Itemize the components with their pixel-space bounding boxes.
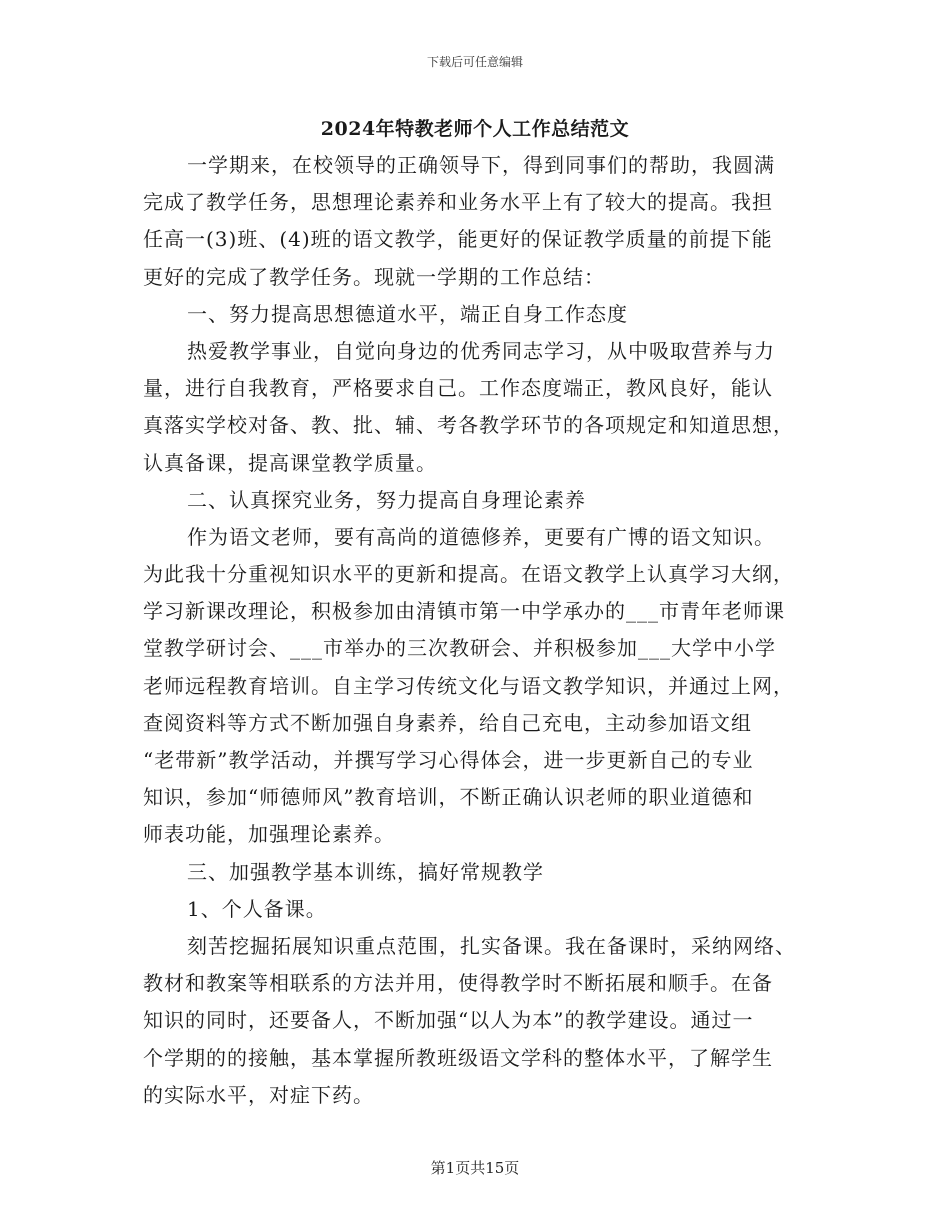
paragraph-line: 一学期来，在校领导的正确领导下，得到同事们的帮助，我圆满 <box>187 153 775 177</box>
paragraph-line: 个学期的的接触，基本掌握所教班级语文学科的整体水平，了解学生 <box>143 1045 773 1070</box>
section-heading: 一、努力提高思想德道水平，端正自身工作态度 <box>187 301 628 326</box>
paragraph-line: 知识，参加“师德师风”教育培训，不断正确认识老师的职业道德和 <box>143 785 754 810</box>
paragraph-line: 真落实学校对备、教、批、辅、考各教学环节的各项规定和知道思想， <box>143 413 794 438</box>
paragraph-line: 教材和教案等相联系的方法并用，使得教学时不断拓展和顺手。在备 <box>143 971 773 996</box>
document-title: 2024年特教老师个人工作总结范文 <box>320 118 630 140</box>
paragraph-line: “老带新”教学活动，并撰写学习心得体会，进一步更新自己的专业 <box>143 748 754 772</box>
paragraph-line: 更好的完成了教学任务。现就一学期的工作总结： <box>143 264 605 289</box>
paragraph-line: 作为语文老师，要有高尚的道德修养，更要有广博的语文知识。 <box>187 524 775 549</box>
paragraph-line: 为此我十分重视知识水平的更新和提高。在语文教学上认真学习大纲， <box>143 562 794 587</box>
paragraph-line: 知识的同时，还要备人，不断加强“以人为本”的教学建设。通过一 <box>143 1008 754 1033</box>
paragraph-line: 老师远程教育培训。自主学习传统文化与语文教学知识，并通过上网， <box>143 673 794 698</box>
document-body <box>143 147 810 1114</box>
paragraph-line: 完成了教学任务，思想理论素养和业务水平上有了较大的提高。我担 <box>143 190 773 215</box>
page-number: 第1页共15页 <box>430 1159 520 1177</box>
paragraph-line: 量，进行自我教育，严格要求自己。工作态度端正，教风良好，能认 <box>143 376 773 401</box>
paragraph-line: 的实际水平，对症下药。 <box>143 1082 374 1107</box>
paragraph-line: 热爱教学事业，自觉向身边的优秀同志学习，从中吸取营养与力 <box>187 338 775 363</box>
paragraph-line: 师表功能，加强理论素养。 <box>143 822 395 847</box>
subsection-heading: 1、个人备课。 <box>187 896 327 921</box>
paragraph-line: 堂教学研讨会、___市举办的三次教研会、并积极参加___大学中小学 <box>143 636 776 661</box>
paragraph-line: 认真备课，提高课堂教学质量。 <box>143 450 437 475</box>
paragraph-line: 查阅资料等方式不断加强自身素养，给自己充电，主动参加语文组 <box>143 710 752 735</box>
paragraph-line: 学习新课改理论，积极参加由清镇市第一中学承办的___市青年老师课 <box>143 599 785 624</box>
paragraph-line: 任高一(3)班、(4)班的语文教学，能更好的保证教学质量的前提下能 <box>143 227 773 252</box>
page-header: 下载后可任意编辑 <box>426 55 523 69</box>
section-heading: 三、加强教学基本训练，搞好常规教学 <box>187 859 544 884</box>
section-heading: 二、认真探究业务，努力提高自身理论素养 <box>187 487 586 512</box>
paragraph-line: 刻苦挖掘拓展知识重点范围，扎实备课。我在备课时，采纳网络、 <box>187 933 796 958</box>
